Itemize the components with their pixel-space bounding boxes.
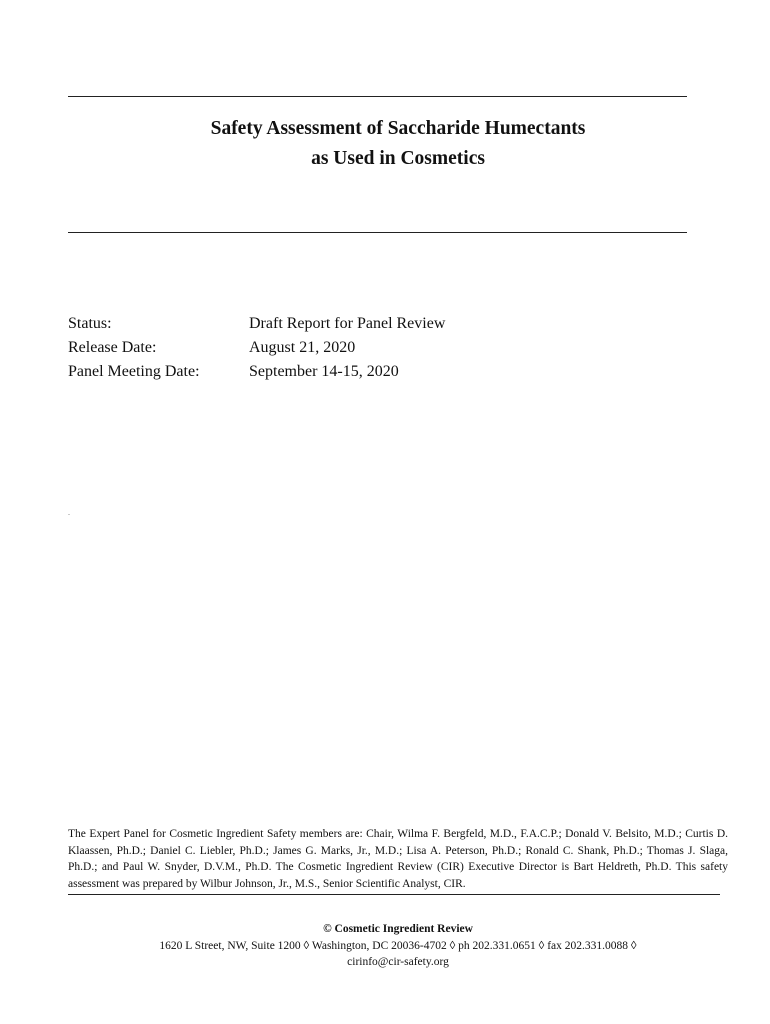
panel-meeting-date-row (68, 360, 445, 384)
title-bottom-divider (68, 232, 687, 233)
footer-divider (68, 894, 720, 895)
title-line-1: Safety Assessment of Saccharide Humectants (210, 118, 586, 139)
footer-copyright: © Cosmetic Ingredient Review (323, 923, 473, 935)
status-table (68, 312, 445, 384)
status-label: Status: (68, 315, 112, 332)
release-date-row (68, 336, 445, 360)
expert-panel-note: The Expert Panel for Cosmetic Ingredient Safety members are: Chair, Wilma F. Bergfeld, M.D., F.A.C.P.; Donald V. Belsito, M.D.; Curtis D. Klaassen, Ph.D.; Daniel C. Liebler, Ph.D.; James G. Marks, Jr., M.D.; Lisa A. Peterson, Ph.D.; Ronald C. Shank, Ph.D.; Thomas J. Slaga, Ph.D.; and Paul W. Snyder, D.V.M., Ph.D. The Cosmetic Ingredient Review (CIR) Executive Director is Bart Heldreth, Ph.D. This safety assessment was prepared by Wilbur Johnson, Jr., M.S., Senior Scientific Analyst, CIR. (68, 828, 728, 890)
stray-mark: . (68, 508, 70, 517)
document-title (68, 114, 728, 174)
title-line-2: as Used in Cosmetics (311, 148, 485, 169)
footer-email[interactable]: cirinfo@cir-safety.org (347, 956, 449, 968)
status-row (68, 312, 445, 336)
top-divider (68, 96, 687, 97)
footer (68, 921, 728, 971)
status-value: Draft Report for Panel Review (249, 315, 446, 332)
footer-address: 1620 L Street, NW, Suite 1200 ◊ Washington, DC 20036-4702 ◊ ph 202.331.0651 ◊ fax 202.331.0088 ◊ (159, 939, 637, 952)
panel-meeting-date-label: Panel Meeting Date: (68, 363, 200, 380)
release-date-value: August 21, 2020 (249, 339, 356, 356)
release-date-label: Release Date: (68, 339, 157, 356)
panel-meeting-date-value: September 14-15, 2020 (249, 363, 399, 380)
